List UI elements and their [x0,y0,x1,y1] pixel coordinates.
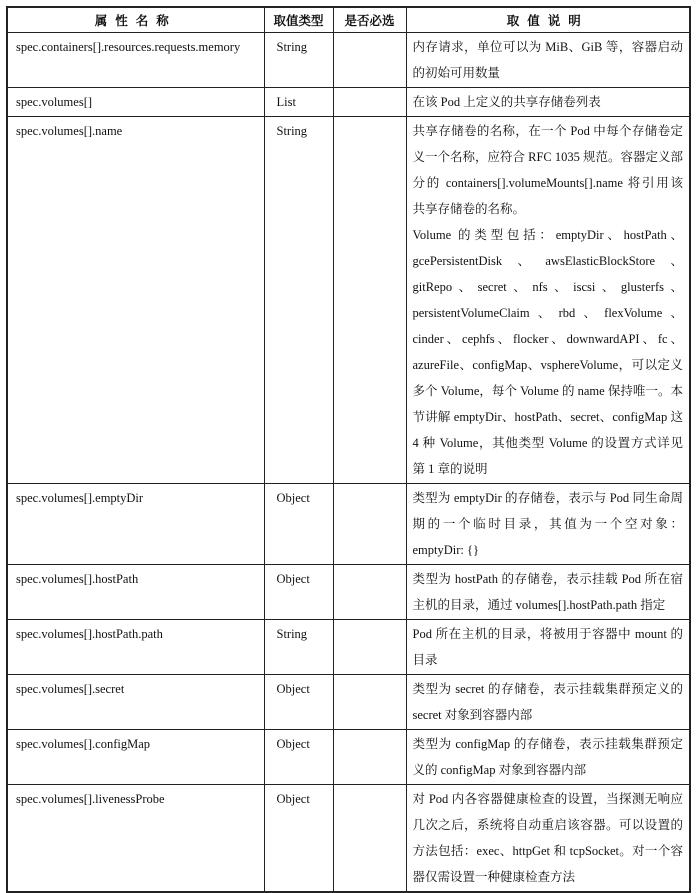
description-paragraph: Volume 的类型包括：emptyDir、hostPath、gcePersistentDisk、awsElasticBlockStore、gitRepo、secret、nfs、iscsi、glusterfs、persistentVolumeClaim、rbd、flexVolume、cinder、cephfs、flocker、downwardAPI、fc、azureFile、configMap、vsphereVolume，可以定义多个 Volume，每个 Volume 的 name 保持唯一。本节讲解 emptyDir、hostPath、secret、configMap 这 4 种 Volume，其他类型 Volume 的设置方式详见第 1 章的说明 [412,228,683,476]
cell-required [333,675,406,730]
cell-description [406,117,690,484]
property-table-container [6,6,689,893]
cell-type: List [264,88,333,117]
cell-required [333,620,406,675]
cell-property: spec.volumes[].configMap [7,730,264,785]
cell-required [333,33,406,88]
cell-description [406,484,690,565]
header-description: 取值说明 [406,7,690,33]
cell-type: Object [264,785,333,893]
cell-type: Object [264,565,333,620]
cell-description [406,675,690,730]
cell-type: String [264,117,333,484]
header-row [7,7,690,33]
cell-type: String [264,620,333,675]
cell-required [333,730,406,785]
cell-property: spec.volumes[].livenessProbe [7,785,264,893]
cell-type: Object [264,675,333,730]
cell-type: String [264,33,333,88]
description-paragraph: 类型为 configMap 的存储卷，表示挂载集群预定义的 configMap 对象到容器内部 [412,737,683,777]
cell-property: spec.volumes[].secret [7,675,264,730]
header-property-name: 属性名称 [7,7,264,33]
description-paragraph: 对 Pod 内各容器健康检查的设置，当探测无响应几次之后，系统将自动重启该容器。可以设置的方法包括：exec、httpGet 和 tcpSocket。对一个容器仅需设置一种健康检查方法 [412,792,683,884]
table-row [7,117,690,484]
cell-property: spec.volumes[].emptyDir [7,484,264,565]
cell-required [333,565,406,620]
cell-property: spec.containers[].resources.requests.memory [7,33,264,88]
description-paragraph: Pod 所在主机的目录，将被用于容器中 mount 的目录 [412,627,683,667]
description-paragraph: 共享存储卷的名称，在一个 Pod 中每个存储卷定义一个名称，应符合 RFC 1035 规范。容器定义部分的 containers[].volumeMounts[].name 将引用该共享存储卷的名称。 [412,124,684,216]
cell-description [406,785,690,893]
cell-type: Object [264,484,333,565]
header-required: 是否必选 [333,7,406,33]
description-paragraph: 类型为 secret 的存储卷，表示挂载集群预定义的 secret 对象到容器内部 [412,682,683,722]
cell-type: Object [264,730,333,785]
cell-description [406,88,690,117]
property-table [6,6,691,893]
table-row [7,675,690,730]
table-body [7,33,690,893]
cell-description [406,620,690,675]
cell-description [406,565,690,620]
cell-description [406,730,690,785]
table-header [7,7,690,33]
cell-required [333,785,406,893]
cell-property: spec.volumes[].hostPath [7,565,264,620]
table-row [7,785,690,893]
table-row [7,484,690,565]
cell-required [333,88,406,117]
description-paragraph: 类型为 hostPath 的存储卷，表示挂载 Pod 所在宿主机的目录，通过 volumes[].hostPath.path 指定 [412,572,683,612]
table-row [7,33,690,88]
header-value-type: 取值类型 [264,7,333,33]
cell-required [333,117,406,484]
table-row [7,88,690,117]
cell-property: spec.volumes[].hostPath.path [7,620,264,675]
cell-property: spec.volumes[] [7,88,264,117]
cell-description [406,33,690,88]
cell-property: spec.volumes[].name [7,117,264,484]
table-row [7,565,690,620]
table-row [7,620,690,675]
description-paragraph: 内存请求，单位可以为 MiB、GiB 等，容器启动的初始可用数量 [412,40,683,80]
description-paragraph: 类型为 emptyDir 的存储卷，表示与 Pod 同生命周期的一个临时目录，其值为一个空对象：emptyDir: {} [412,491,683,557]
cell-required [333,484,406,565]
table-row [7,730,690,785]
description-paragraph: 在该 Pod 上定义的共享存储卷列表 [412,95,601,109]
